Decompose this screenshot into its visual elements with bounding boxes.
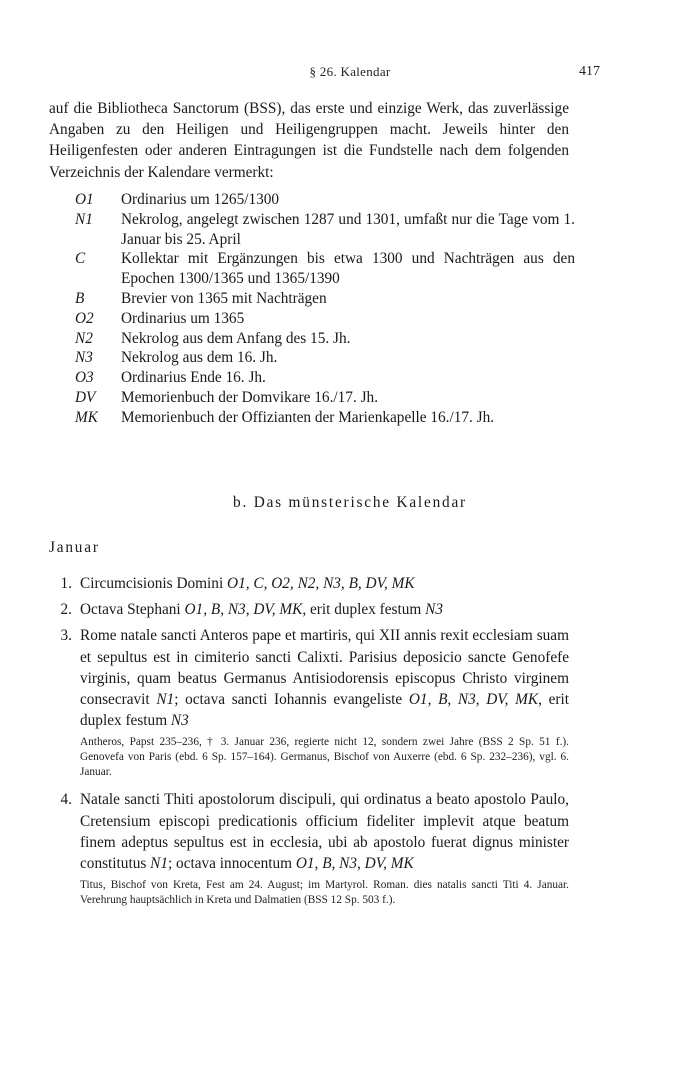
sigla-item: [75, 348, 575, 368]
calendar-entry: [49, 789, 569, 874]
entry-body: Circumcisionis Domini: [80, 575, 228, 592]
sigla-description: Nekrolog aus dem 16. Jh.: [121, 349, 278, 367]
sigla-item: [75, 249, 575, 289]
sigla-code: O1: [75, 191, 94, 208]
entry-body: Octava Stephani: [80, 601, 185, 619]
sigla-item: [75, 368, 575, 388]
entry-sources: O1, B, N3, DV, MK: [184, 601, 303, 619]
entry-body: Rome natale sancti Anteros pape et martiris, qui XII annis rexit ecclesiam suam et sepultus est in cimiterio sancti Calixti. Parisius deposicio sancte Genofefe virginis, quam beatus Germanus Antisiodorensis episcopus Christo virginem consecravit: [80, 627, 569, 709]
calendar-entries: [49, 573, 569, 917]
sigla-item: [75, 289, 575, 309]
entry-sources: O1, C, O2, N2, N3, B, DV, MK: [227, 575, 415, 592]
entry-text: [80, 789, 569, 874]
month-heading: Januar: [49, 539, 100, 556]
entry-tail: , erit duplex festum: [80, 691, 569, 730]
sigla-item: [75, 210, 575, 250]
sigla-item: [75, 190, 575, 210]
page-number: 417: [579, 64, 600, 79]
entry-sources: O1, B, N3, DV, MK: [408, 691, 539, 709]
entry-number: 3.: [60, 627, 72, 645]
entry-number: 1.: [60, 575, 72, 592]
calendar-entry: [49, 599, 569, 620]
sigla-code: B: [75, 289, 85, 307]
sigla-description: Nekrolog, angelegt zwischen 1287 und 1301, umfaßt nur die Tage vom 1. Januar bis 25. April: [121, 210, 575, 248]
entry-footnote: Titus, Bischof von Kreta, Fest am 24. August; im Martyrol. Roman. dies natalis sancti Titi 4. Januar. Verehrung hauptsächlich in Kreta und Dalmatien (BSS 12 Sp. 503 f.).: [80, 879, 569, 907]
sigla-description: Ordinarius um 1265/1300: [121, 191, 280, 208]
sigla-code: O2: [75, 309, 94, 327]
entry-number: 2.: [60, 601, 72, 619]
sigla-item: [75, 388, 575, 408]
entry-mid-source: N1: [156, 691, 175, 709]
sigla-code: N3: [75, 349, 93, 367]
sigla-description: Kollektar mit Ergänzungen bis etwa 1300 und Nachträgen aus den Epochen 1300/1365 und 1365/1390: [121, 250, 575, 288]
sigla-code: N1: [75, 210, 93, 228]
entry-tail-source: N3: [170, 712, 189, 730]
running-title: § 26. Kalendar: [309, 64, 391, 79]
entry-tail-source: N3: [425, 601, 443, 619]
sigla-item: [75, 309, 575, 329]
sigla-list: [75, 190, 575, 428]
sigla-description: Brevier von 1365 mit Nachträgen: [121, 289, 327, 307]
calendar-entry: [49, 625, 569, 731]
sigla-description: Memorienbuch der Offizianten der Marienkapelle 16./17. Jh.: [121, 408, 495, 426]
entry-body: Natale sancti Thiti apostolorum discipuli, qui ordinatus a beato apostolo Paulo, Cretensium episcopi predicationis officium fideliter implevit atque beatum finem adeptus sepultus est in ecclesia, ubi ab apostolo fuerat dignus minister constitutus: [80, 791, 569, 873]
sigla-item: [75, 329, 575, 349]
intro-paragraph: [49, 98, 569, 183]
sigla-item: [75, 408, 575, 428]
sigla-description: Ordinarius um 1365: [121, 309, 245, 327]
entry-text: [80, 625, 569, 731]
entry-mid-text: ; octava innocentum: [167, 855, 296, 873]
section-title: b. Das münsterische Kalendar: [233, 494, 467, 511]
entry-text: [80, 573, 569, 594]
entry-footnote: Antheros, Papst 235–236, † 3. Januar 236, regierte nicht 12, sondern zwei Jahre (BSS 2 Sp. 51 f.). Genovefa von Paris (ebd. 6 Sp. 157–164). Germanus, Bischof von Auxerre (ebd. 6 Sp. 232–236), vgl. 6. Januar.: [80, 736, 569, 779]
sigla-code: MK: [75, 408, 98, 426]
calendar-entry: [49, 573, 569, 594]
sigla-description: Memorienbuch der Domvikare 16./17. Jh.: [121, 388, 379, 406]
sigla-code: DV: [75, 388, 96, 406]
entry-sources: O1, B, N3, DV, MK: [295, 855, 414, 873]
entry-mid-text: ; octava sancti Iohannis evangeliste: [174, 691, 409, 709]
intro-text: auf die Bibliotheca Sanctorum (BSS), das erste und einzige Werk, das zuverlässige Angaben zu den Heiligen und Heiligengruppen macht. Jeweils hinter den Heiligenfesten oder anderen Eintragungen ist die Fundstelle nach dem folgenden Verzeichnis der Kalendare vermerkt:: [49, 100, 569, 181]
sigla-code: C: [75, 250, 86, 268]
entry-tail: , erit duplex festum: [302, 601, 426, 619]
entry-mid-source: N1: [150, 855, 168, 873]
sigla-description: Nekrolog aus dem Anfang des 15. Jh.: [121, 329, 351, 347]
entry-text: [80, 599, 569, 620]
sigla-code: N2: [75, 329, 93, 347]
entry-number: 4.: [60, 791, 72, 809]
sigla-description: Ordinarius Ende 16. Jh.: [121, 369, 266, 387]
sigla-code: O3: [75, 369, 94, 387]
